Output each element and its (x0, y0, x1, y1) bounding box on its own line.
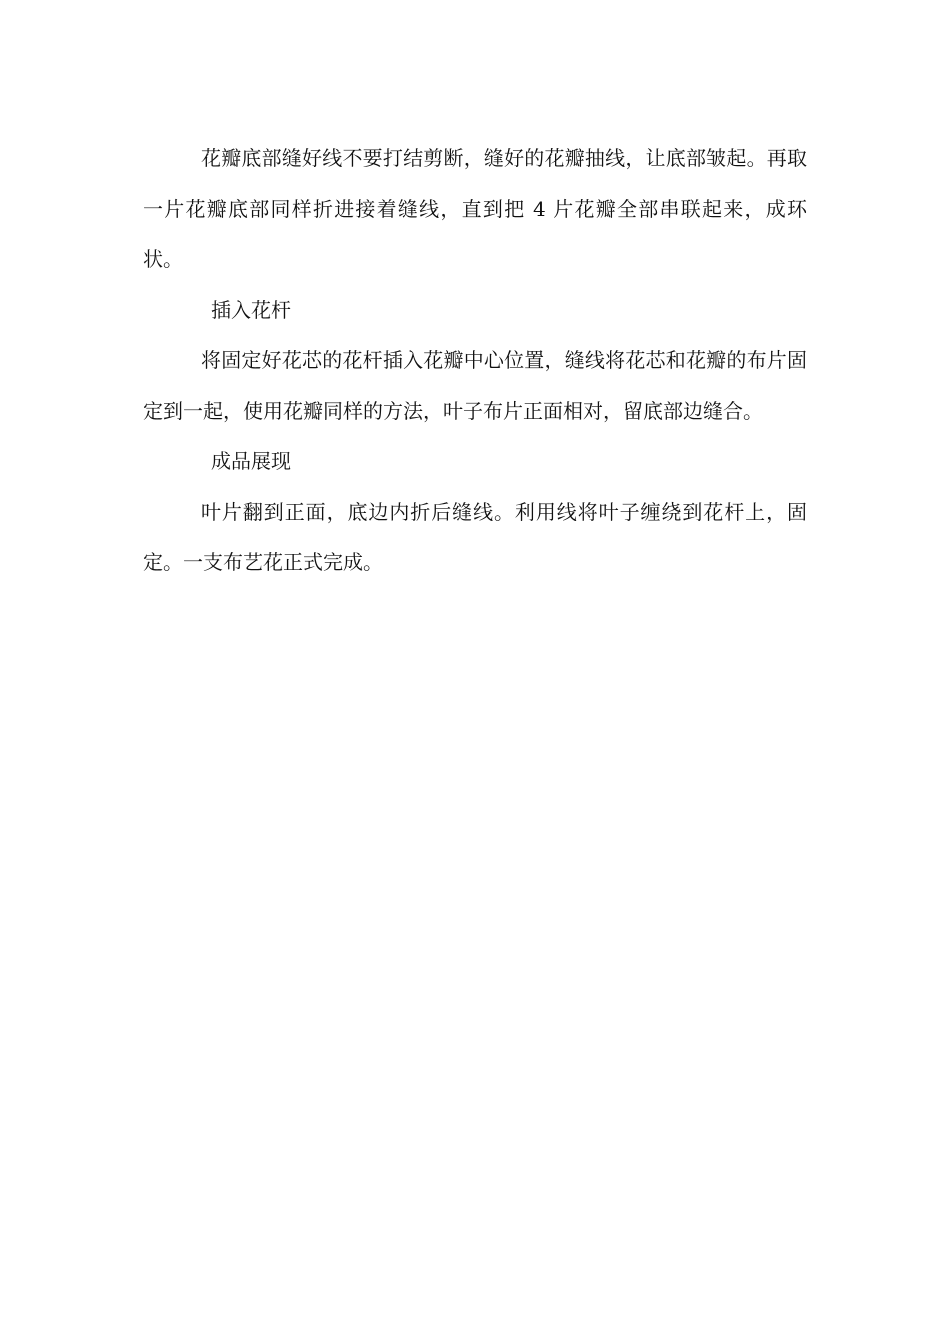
paragraph-finished-product: 叶片翻到正面，底边内折后缝线。利用线将叶子缠绕到花杆上，固定。一支布艺花正式完成。 (143, 499, 807, 574)
section-heading-finished-product: 成品展现 (211, 449, 291, 473)
section-heading-insert-stem: 插入花杆 (211, 297, 291, 322)
paragraph-petal-assembly: 花瓣底部缝好线不要打结剪断，缝好的花瓣抽线，让底部皱起。再取一片花瓣底部同样折进接着缝线，直到把 4 片花瓣全部串联起来，成环状。 (143, 146, 807, 271)
document-body (143, 133, 807, 588)
paragraph-insert-stem: 将固定好花芯的花杆插入花瓣中心位置，缝线将花芯和花瓣的布片固定到一起，使用花瓣同样的方法，叶子布片正面相对，留底部边缝合。 (143, 348, 807, 423)
